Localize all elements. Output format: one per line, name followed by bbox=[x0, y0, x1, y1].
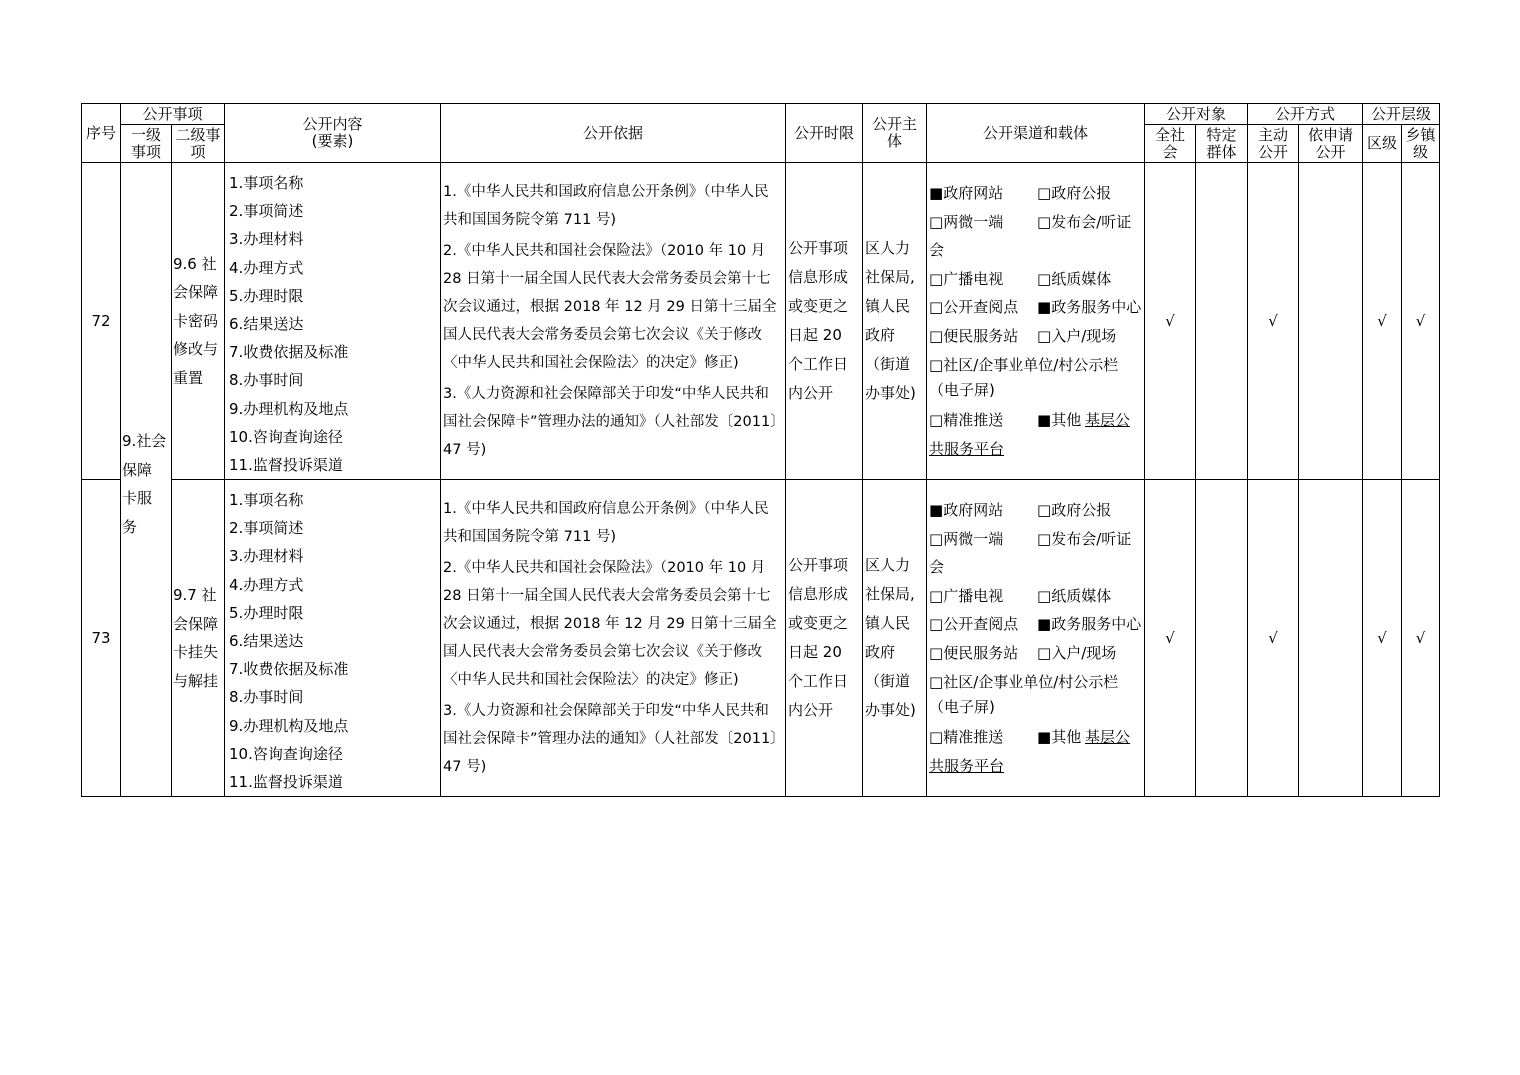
level2-line: 会保障 bbox=[173, 614, 219, 633]
channel-door-to-door: □入户/现场 bbox=[1037, 326, 1117, 345]
channel-other-wrap bbox=[929, 406, 1142, 463]
audience-all-cell: √ bbox=[1145, 480, 1196, 797]
header-item-group: 公开事项 bbox=[121, 104, 225, 125]
content-item: 10.咨询查询途径 bbox=[229, 744, 343, 763]
channel-push: □精准推送 bbox=[929, 728, 1004, 747]
basis-cell bbox=[441, 480, 786, 797]
level1-line: 务 bbox=[122, 517, 138, 536]
header-method-active-text: 主动公开 bbox=[1258, 125, 1289, 161]
time-limit-text: 公开事项信息形成或变更之日起 20 个工作日内公开 bbox=[788, 556, 849, 720]
level2-line: 卡密码 bbox=[173, 311, 219, 330]
header-level-town bbox=[1402, 125, 1440, 163]
header-audience-all-text: 全社会 bbox=[1155, 125, 1186, 161]
header-content-line1: 公开内容 bbox=[302, 115, 363, 133]
content-cell bbox=[225, 480, 441, 797]
channel-broadcast: □广播电视 bbox=[929, 586, 1004, 605]
level2-line: 9.7 社 bbox=[173, 586, 217, 605]
channel-paper: □纸质媒体 bbox=[1037, 586, 1112, 605]
header-method-active bbox=[1248, 125, 1299, 163]
header-level2-text: 二级事项 bbox=[175, 125, 221, 161]
disclosure-table bbox=[81, 103, 1440, 797]
content-item: 6.结果送达 bbox=[229, 632, 304, 650]
row-seq: 73 bbox=[82, 480, 121, 797]
content-item: 10.咨询查询途径 bbox=[229, 427, 343, 446]
level-town-cell: √ bbox=[1402, 163, 1440, 480]
content-item: 6.结果送达 bbox=[229, 314, 304, 333]
basis-item: 2.《中华人民共和国社会保险法》（2010 年 10 月 28 日第十一届全国人民代表大会常务委员会第十七次会议通过，根据 2018 年 12 月 29 日第十三届全国人民代表大会常务委员会第七次会议《关于修改〈中华人民共和国社会保险法〉的决定》修正) bbox=[443, 560, 777, 689]
header-row-1 bbox=[82, 104, 1440, 125]
level-district-cell: √ bbox=[1363, 163, 1402, 480]
time-limit-text: 公开事项信息形成或变更之日起 20 个工作日内公开 bbox=[788, 239, 849, 403]
subject-text: 区人力社保局,镇人民政府（街道办事处) bbox=[865, 239, 916, 403]
level2-line: 会保障 bbox=[173, 283, 219, 302]
channel-reading-point: □公开查阅点 bbox=[929, 298, 1019, 317]
channel-other-value: 基层公共服务平台 bbox=[929, 728, 1131, 775]
header-basis: 公开依据 bbox=[441, 104, 786, 163]
content-item: 11.监督投诉渠道 bbox=[229, 455, 343, 474]
basis-item: 2.《中华人民共和国社会保险法》（2010 年 10 月 28 日第十一届全国人民代表大会常务委员会第十七次会议通过，根据 2018 年 12 月 29 日第十三届全国人民代表大会常务委员会第七次会议《关于修改〈中华人民共和国社会保险法〉的决定》修正) bbox=[443, 243, 777, 372]
method-request-cell bbox=[1299, 163, 1363, 480]
method-request-cell bbox=[1299, 480, 1363, 797]
header-method-request-text: 依申请公开 bbox=[1308, 125, 1354, 161]
channel-gov-bulletin: □政府公报 bbox=[1037, 184, 1112, 203]
row-seq: 72 bbox=[82, 163, 121, 480]
header-subject-text: 公开主体 bbox=[872, 115, 918, 150]
channel-other-label: ■其他 bbox=[1037, 411, 1082, 430]
content-item: 11.监督投诉渠道 bbox=[229, 772, 343, 791]
header-level-district: 区级 bbox=[1363, 125, 1402, 163]
level1-line: 卡服 bbox=[122, 489, 153, 507]
subject-cell bbox=[863, 163, 927, 480]
content-item: 8.办事时间 bbox=[229, 688, 304, 707]
header-seq: 序号 bbox=[82, 104, 121, 163]
content-item: 1.事项名称 bbox=[229, 491, 304, 510]
channel-service-station: □便民服务站 bbox=[929, 326, 1019, 345]
header-content-line2: (要素) bbox=[311, 132, 354, 150]
channel-other-value: 基层公共服务平台 bbox=[929, 411, 1131, 458]
level2-line: 与解挂 bbox=[173, 671, 219, 690]
content-item: 2.事项简述 bbox=[229, 202, 304, 221]
channel-broadcast: □广播电视 bbox=[929, 269, 1004, 288]
basis-item: 3.《人力资源和社会保障部关于印发“中华人民共和国社会保障卡”管理办法的通知》（人社部发〔2011〕47 号) bbox=[443, 703, 778, 776]
content-item: 8.办事时间 bbox=[229, 371, 304, 390]
audience-specific-cell bbox=[1196, 163, 1248, 480]
basis-item: 1.《中华人民共和国政府信息公开条例》（中华人民共和国国务院令第 711 号) bbox=[443, 501, 769, 546]
content-item: 2.事项简述 bbox=[229, 519, 304, 538]
level1-line: 9.社会 bbox=[122, 432, 167, 450]
header-content bbox=[225, 104, 441, 163]
header-method-group: 公开方式 bbox=[1248, 104, 1363, 125]
channel-service-station: □便民服务站 bbox=[929, 643, 1019, 662]
header-audience-specific bbox=[1196, 125, 1248, 163]
subject-text: 区人力社保局,镇人民政府（街道办事处) bbox=[865, 556, 916, 720]
channel-paper: □纸质媒体 bbox=[1037, 269, 1112, 288]
level-town-cell: √ bbox=[1402, 480, 1440, 797]
channel-push: □精准推送 bbox=[929, 411, 1004, 430]
channel-press-conf: □发布会/听证会 bbox=[929, 212, 1132, 260]
header-time-limit: 公开时限 bbox=[786, 104, 863, 163]
level-district-cell: √ bbox=[1363, 480, 1402, 797]
header-level2 bbox=[172, 125, 225, 163]
subject-cell bbox=[863, 480, 927, 797]
content-item: 4.办理方式 bbox=[229, 575, 304, 594]
basis-cell bbox=[441, 163, 786, 480]
content-item: 3.办理材料 bbox=[229, 547, 304, 566]
content-item: 9.办理机构及地点 bbox=[229, 399, 349, 418]
level1-line: 保障 bbox=[122, 460, 153, 479]
channel-gov-bulletin: □政府公报 bbox=[1037, 501, 1112, 520]
time-limit-cell bbox=[786, 480, 863, 797]
channel-two-micro: □两微一端 bbox=[929, 212, 1004, 231]
audience-specific-cell bbox=[1196, 480, 1248, 797]
channel-gov-site: ■政府网站 bbox=[929, 501, 1004, 520]
level2-line: 修改与 bbox=[173, 340, 219, 359]
channel-other-label: ■其他 bbox=[1037, 728, 1082, 747]
channel-other-wrap bbox=[929, 723, 1142, 780]
header-method-request bbox=[1299, 125, 1363, 163]
level2-line: 重置 bbox=[173, 368, 204, 387]
level1-item-cell bbox=[121, 163, 172, 797]
channel-press-conf: □发布会/听证会 bbox=[929, 529, 1132, 577]
basis-item: 1.《中华人民共和国政府信息公开条例》（中华人民共和国国务院令第 711 号) bbox=[443, 184, 769, 229]
header-audience-all bbox=[1145, 125, 1196, 163]
header-audience-group: 公开对象 bbox=[1145, 104, 1248, 125]
content-item: 1.事项名称 bbox=[229, 174, 304, 192]
channel-cell bbox=[927, 480, 1145, 797]
content-item: 7.收费依据及标准 bbox=[229, 343, 349, 362]
channel-service-center: ■政务服务中心 bbox=[1037, 298, 1142, 317]
basis-item: 3.《人力资源和社会保障部关于印发“中华人民共和国社会保障卡”管理办法的通知》（人社部发〔2011〕47 号) bbox=[443, 386, 778, 459]
channel-door-to-door: □入户/现场 bbox=[1037, 643, 1117, 662]
channel-cell bbox=[927, 163, 1145, 480]
level2-item-cell bbox=[172, 163, 225, 480]
channel-bulletin-board: □社区/企事业单位/村公示栏（电子屏) bbox=[929, 673, 1119, 717]
method-active-cell: √ bbox=[1248, 163, 1299, 480]
header-level1-text: 一级事项 bbox=[130, 125, 161, 161]
table-row bbox=[82, 480, 1440, 797]
content-item: 9.办理机构及地点 bbox=[229, 716, 349, 735]
channel-bulletin-board: □社区/企事业单位/村公示栏（电子屏) bbox=[929, 356, 1119, 400]
time-limit-cell bbox=[786, 163, 863, 480]
header-subject bbox=[863, 104, 927, 163]
audience-all-cell: √ bbox=[1145, 163, 1196, 480]
content-item: 4.办理方式 bbox=[229, 258, 304, 277]
header-channel: 公开渠道和载体 bbox=[927, 104, 1145, 163]
content-cell bbox=[225, 163, 441, 480]
level2-line: 卡挂失 bbox=[173, 643, 219, 662]
channel-gov-site: ■政府网站 bbox=[929, 184, 1004, 203]
header-level1 bbox=[121, 125, 172, 163]
channel-two-micro: □两微一端 bbox=[929, 529, 1004, 548]
channel-reading-point: □公开查阅点 bbox=[929, 615, 1019, 634]
method-active-cell: √ bbox=[1248, 480, 1299, 797]
header-level-group: 公开层级 bbox=[1363, 104, 1440, 125]
level2-item-cell bbox=[172, 480, 225, 797]
content-item: 3.办理材料 bbox=[229, 230, 304, 249]
level2-line: 9.6 社 bbox=[173, 254, 217, 273]
content-item: 5.办理时限 bbox=[229, 286, 304, 305]
content-item: 5.办理时限 bbox=[229, 603, 304, 622]
header-audience-specific-text: 特定群体 bbox=[1206, 125, 1237, 161]
header-level-town-text: 乡镇级 bbox=[1405, 125, 1436, 161]
content-item: 7.收费依据及标准 bbox=[229, 660, 349, 679]
table-row bbox=[82, 163, 1440, 480]
channel-service-center: ■政务服务中心 bbox=[1037, 615, 1142, 634]
